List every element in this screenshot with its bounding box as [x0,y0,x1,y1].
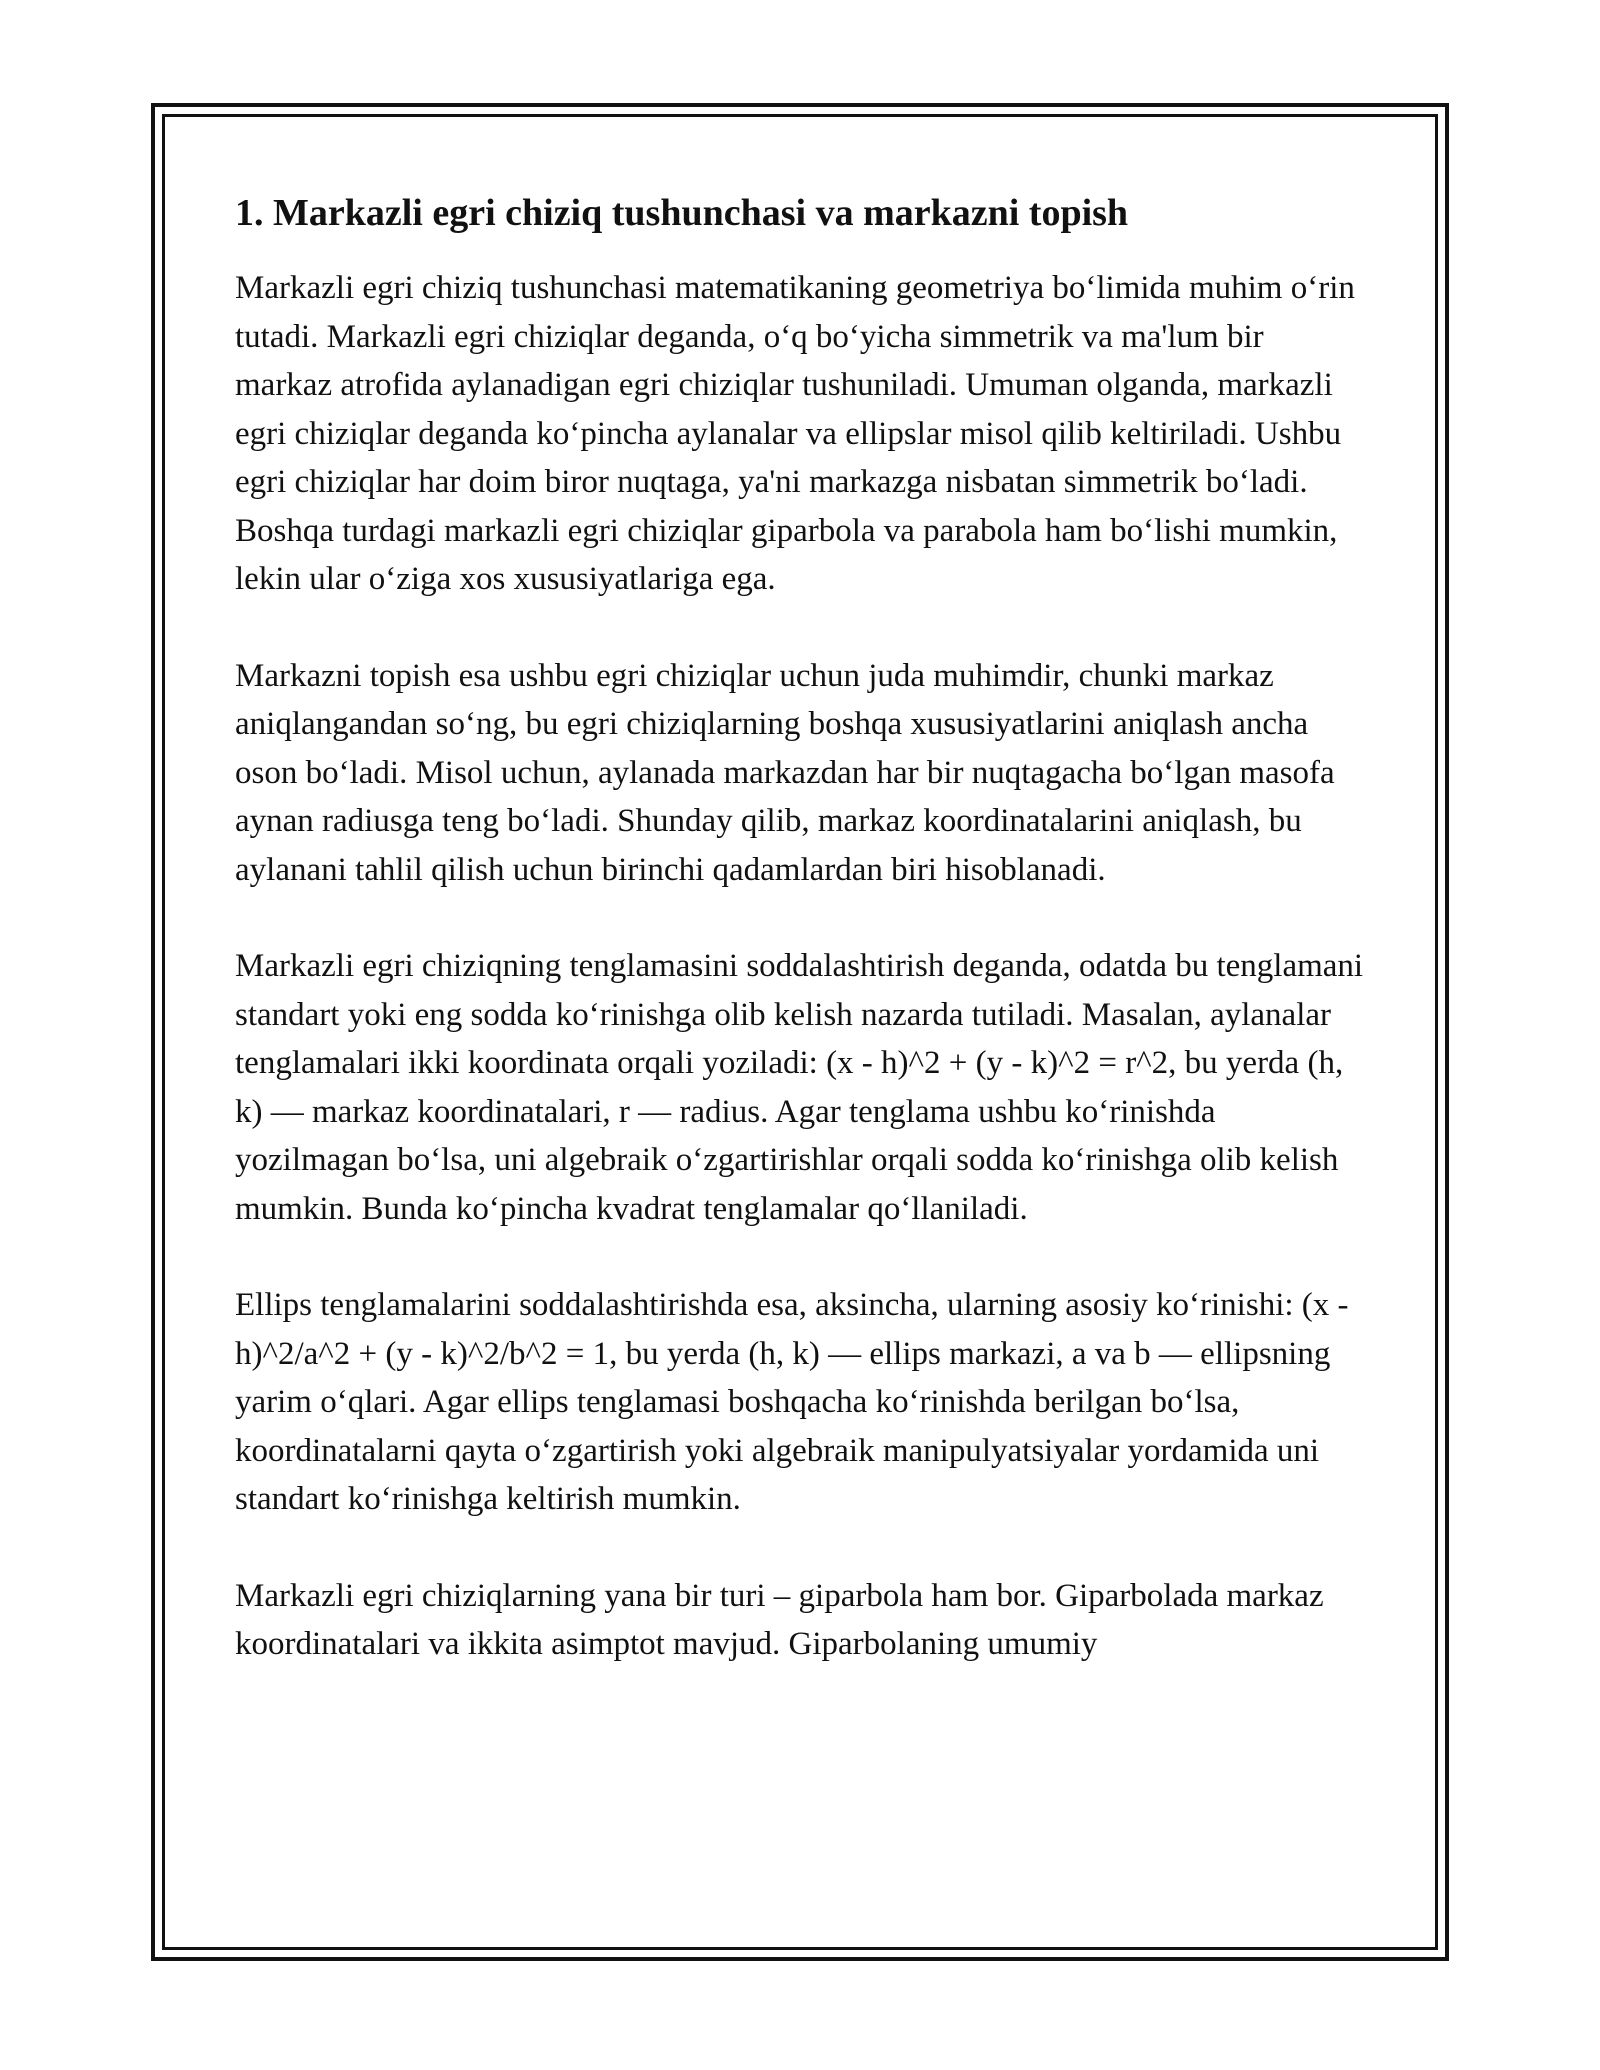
paragraph-1: Markazli egri chiziq tushunchasi matematikaning geometriya bo‘limida muhim o‘rin tutadi. Markazli egri chiziqlar deganda, o‘q bo‘yicha simmetrik va ma'lum bir markaz atrofida aylanadigan egri chiziqlar tushuniladi. Umuman olganda, markazli egri chiziqlar deganda ko‘pincha aylanalar va ellipslar misol qilib keltiriladi. Ushbu egri chiziqlar har doim biror nuqtaga, ya'ni markazga nisbatan simmetrik bo‘ladi. Boshqa turdagi markazli egri chiziqlar giparbola va parabola ham bo‘lishi mumkin, lekin ular o‘ziga xos xususiyatlariga ega. [235,270,1355,597]
paragraph-3: Markazli egri chiziqning tenglamasini soddalashtirish deganda, odatda bu tenglamani standart yoki eng sodda ko‘rinishga olib kelish nazarda tutiladi. Masalan, aylanalar tenglamalari ikki koordinata orqali yoziladi: (x - h)^2 + (y - k)^2 = r^2, bu yerda (h, k) — markaz koordinatalari, r — radius. Agar tenglama ushbu ko‘rinishda yozilmagan bo‘lsa, uni algebraik o‘zgartirishlar orqali sodda ko‘rinishga olib kelish mumkin. Bunda ko‘pincha kvadrat tenglamalar qo‘llaniladi. [235,948,1364,1227]
section-heading: 1. Markazli egri chiziq tushunchasi va markazni topish [235,192,1129,234]
paragraph-5: Markazli egri chiziqlarning yana bir turi – giparbola ham bor. Giparbolada markaz koordinatalari va ikkita asimptot mavjud. Giparbolaning umumiy [235,1577,1324,1662]
document-body [235,188,1385,1717]
paragraph-4: Ellips tenglamalarini soddalashtirishda esa, aksincha, ularning asosiy ko‘rinishi: (x - h)^2/a^2 + (y - k)^2/b^2 = 1, bu yerda (h, k) — ellips markazi, a va b — ellipsning yarim o‘qlari. Agar ellips tenglamasi boshqacha ko‘rinishda berilgan bo‘lsa, koordinatalarni qayta o‘zgartirish yoki algebraik manipulyatsiyalar yordamida uni standart ko‘rinishga keltirish mumkin. [235,1287,1349,1517]
paragraph-2: Markazni topish esa ushbu egri chiziqlar uchun juda muhimdir, chunki markaz aniqlangandan so‘ng, bu egri chiziqlarning boshqa xususiyatlarini aniqlash ancha oson bo‘ladi. Misol uchun, aylanada markazdan har bir nuqtagacha bo‘lgan masofa aynan radiusga teng bo‘ladi. Shunday qilib, markaz koordinatalarini aniqlash, bu aylanani tahlil qilish uchun birinchi qadamlardan biri hisoblanadi. [235,657,1335,888]
